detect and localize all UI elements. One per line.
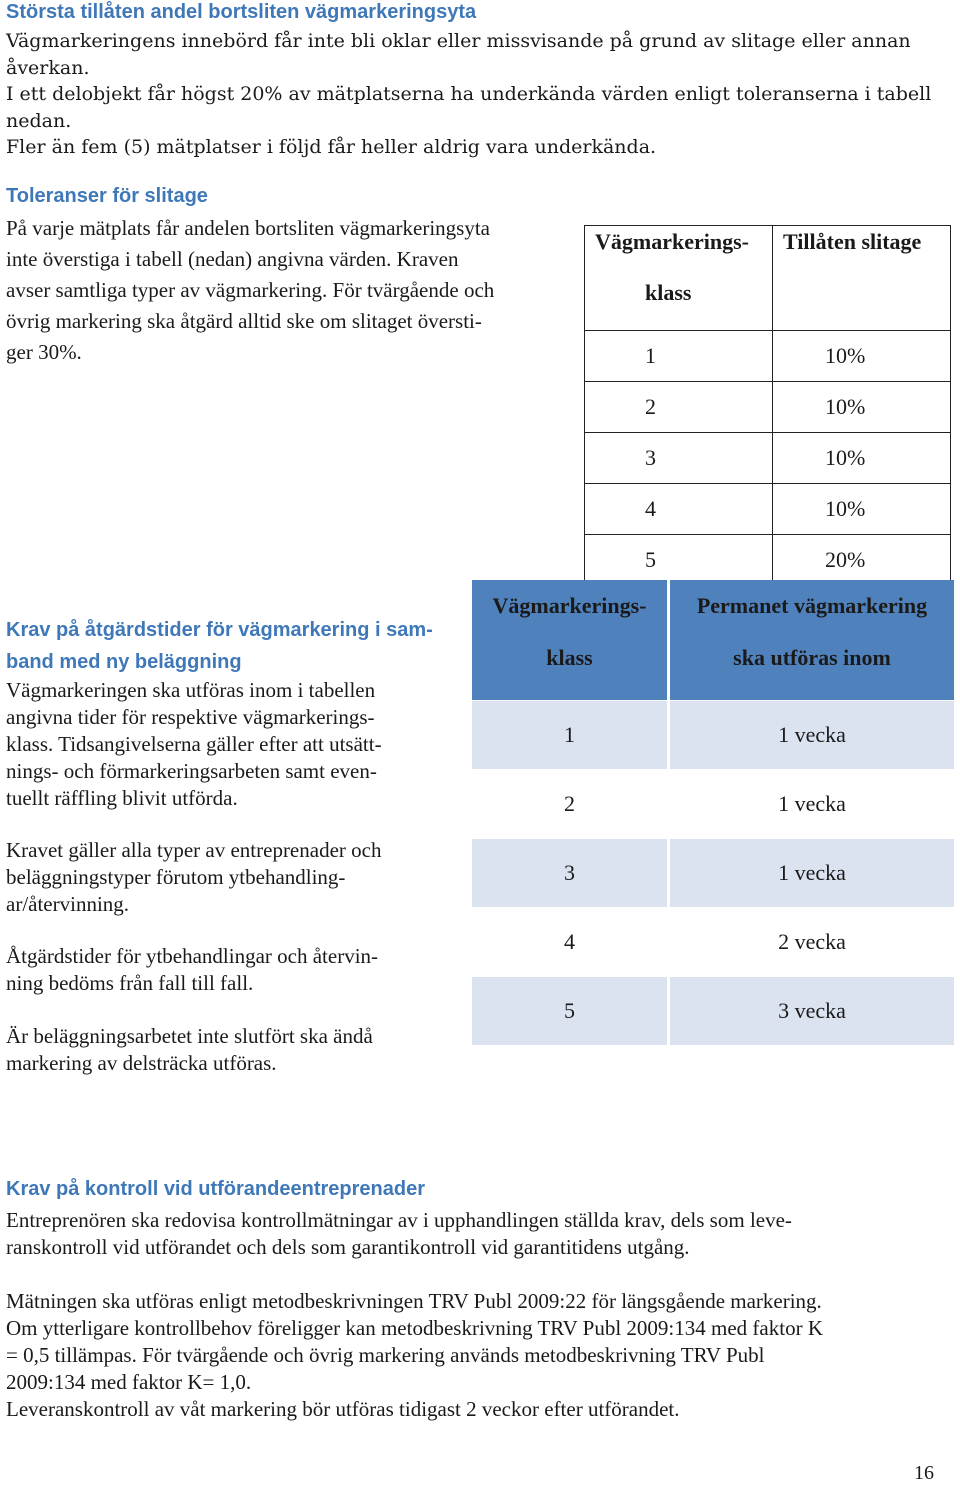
section1-text bbox=[6, 28, 956, 161]
value-cell: 20% bbox=[773, 535, 951, 586]
table-row bbox=[585, 382, 951, 433]
class-cell: 5 bbox=[585, 535, 773, 586]
class-cell: 2 bbox=[585, 382, 773, 433]
table-header-row bbox=[585, 226, 951, 331]
class-cell: 5 bbox=[472, 976, 670, 1045]
class-cell: 1 bbox=[472, 700, 670, 769]
text-line: Fler än fem (5) mätplatser i följd får heller aldrig vara underkända. bbox=[6, 136, 657, 158]
class-cell: 3 bbox=[585, 433, 773, 484]
section-heading-control-requirements: Krav på kontroll vid utförandeentreprenader bbox=[6, 1178, 425, 1200]
table-row bbox=[472, 700, 954, 769]
header-line: ska utföras inom bbox=[733, 645, 891, 670]
text-line: Vägmarkeringen ska utföras inom i tabellen bbox=[6, 678, 376, 702]
table-row bbox=[472, 976, 954, 1045]
text-line: nedan. bbox=[6, 109, 72, 132]
page-number: 16 bbox=[914, 1462, 934, 1484]
table-row bbox=[472, 907, 954, 976]
text-line: beläggningstyper förutom ytbehandling- bbox=[6, 865, 346, 889]
table-row bbox=[585, 433, 951, 484]
text-line: inte överstiga i tabell (nedan) angivna värden. Kraven bbox=[6, 247, 459, 271]
text-line: Är beläggningsarbetet inte slutfört ska ändå bbox=[6, 1024, 373, 1048]
heading-line: Krav på åtgärdstider för vägmarkering i sam- bbox=[6, 619, 433, 641]
text-line: övrig markering ska åtgärd alltid ske om slitaget översti- bbox=[6, 309, 482, 333]
value-cell: 3 vecka bbox=[670, 976, 954, 1045]
section-heading-wear-tolerances: Toleranser för slitage bbox=[6, 185, 208, 207]
text-line: 2009:134 med faktor K= 1,0. bbox=[6, 1370, 252, 1394]
section3-para1 bbox=[6, 677, 466, 812]
text-line: klass. Tidsangivelserna gäller efter att utsätt- bbox=[6, 732, 382, 756]
text-line: På varje mätplats får andelen bortsliten vägmarkeringsyta bbox=[6, 216, 490, 240]
table-row bbox=[472, 769, 954, 838]
class-cell: 3 bbox=[472, 838, 670, 907]
text-line: angivna tider för respektive vägmarkerings- bbox=[6, 705, 375, 729]
header-line: klass bbox=[546, 645, 593, 670]
action-time-table bbox=[472, 580, 954, 1045]
table-header-row bbox=[472, 580, 954, 700]
section3-para4 bbox=[6, 1023, 466, 1077]
value-cell: 10% bbox=[773, 433, 951, 484]
class-cell: 2 bbox=[472, 769, 670, 838]
table-row bbox=[585, 535, 951, 586]
text-line: ranskontroll vid utförandet och dels som garantikontroll vid garantitidens utgång. bbox=[6, 1235, 690, 1259]
value-cell: 10% bbox=[773, 331, 951, 382]
text-line: Mätningen ska utföras enligt metodbeskrivningen TRV Publ 2009:22 för längsgående markering. bbox=[6, 1289, 822, 1313]
value-cell: 1 vecka bbox=[670, 700, 954, 769]
header-line: Permanet vägmarkering bbox=[696, 593, 928, 618]
section4-para2 bbox=[6, 1288, 956, 1423]
section-heading-action-times bbox=[6, 614, 433, 678]
section-heading-largest-allowed-wear: Största tillåten andel bortsliten vägmarkeringsyta bbox=[6, 1, 477, 23]
text-line: avser samtliga typer av vägmarkering. För tvärgående och bbox=[6, 278, 495, 302]
column-header-class bbox=[585, 226, 773, 331]
header-line: klass bbox=[645, 280, 692, 305]
text-line: Kravet gäller alla typer av entreprenader och bbox=[6, 838, 382, 862]
text-line: ning bedöms från fall till fall. bbox=[6, 971, 254, 995]
text-line: I ett delobjekt får högst 20% av mätplatserna ha underkända värden enligt toleranserna i tabell bbox=[6, 83, 932, 105]
text-line: ger 30%. bbox=[6, 340, 82, 364]
text-line: Åtgärdstider för ytbehandlingar och återvin- bbox=[6, 944, 379, 968]
class-cell: 4 bbox=[472, 907, 670, 976]
table-row bbox=[585, 331, 951, 382]
class-cell: 4 bbox=[585, 484, 773, 535]
text-line: = 0,5 tillämpas. För tvärgående och övrig markering används metodbeskrivning TRV Publ bbox=[6, 1343, 765, 1367]
text-line: åverkan. bbox=[6, 56, 90, 79]
column-header-class bbox=[472, 580, 670, 700]
value-cell: 10% bbox=[773, 382, 951, 433]
value-cell: 1 vecka bbox=[670, 769, 954, 838]
wear-tolerance-table bbox=[584, 225, 951, 586]
section3-para2 bbox=[6, 837, 466, 918]
text-line: markering av delsträcka utföras. bbox=[6, 1051, 277, 1075]
value-cell: 10% bbox=[773, 484, 951, 535]
section3-para3 bbox=[6, 943, 466, 997]
column-header-allowed-wear bbox=[773, 226, 951, 331]
text-line: tuellt räffling blivit utförda. bbox=[6, 786, 238, 810]
text-line: ar/återvinning. bbox=[6, 892, 130, 916]
value-cell: 2 vecka bbox=[670, 907, 954, 976]
heading-line: band med ny beläggning bbox=[6, 651, 242, 673]
text-line: nings- och förmarkeringsarbeten samt even- bbox=[6, 759, 377, 783]
text-line: Leveranskontroll av våt markering bör utföras tidigast 2 veckor efter utförandet. bbox=[6, 1397, 680, 1421]
column-header-permanent-marking bbox=[670, 580, 954, 700]
header-line: Vägmarkerings- bbox=[595, 229, 749, 254]
table-row bbox=[585, 484, 951, 535]
section2-text bbox=[6, 213, 576, 368]
section4-para1 bbox=[6, 1207, 956, 1261]
table-row bbox=[472, 838, 954, 907]
text-line: Entreprenören ska redovisa kontrollmätningar av i upphandlingen ställda krav, dels som leve- bbox=[6, 1208, 792, 1232]
class-cell: 1 bbox=[585, 331, 773, 382]
header-line: Tillåten slitage bbox=[783, 229, 922, 254]
header-line: Vägmarkerings- bbox=[492, 593, 647, 618]
value-cell: 1 vecka bbox=[670, 838, 954, 907]
text-line: Vägmarkeringens innebörd får inte bli oklar eller missvisande på grund av slitage eller annan bbox=[6, 30, 911, 52]
text-line: Om ytterligare kontrollbehov föreligger kan metodbeskrivning TRV Publ 2009:134 med faktor K bbox=[6, 1316, 823, 1340]
